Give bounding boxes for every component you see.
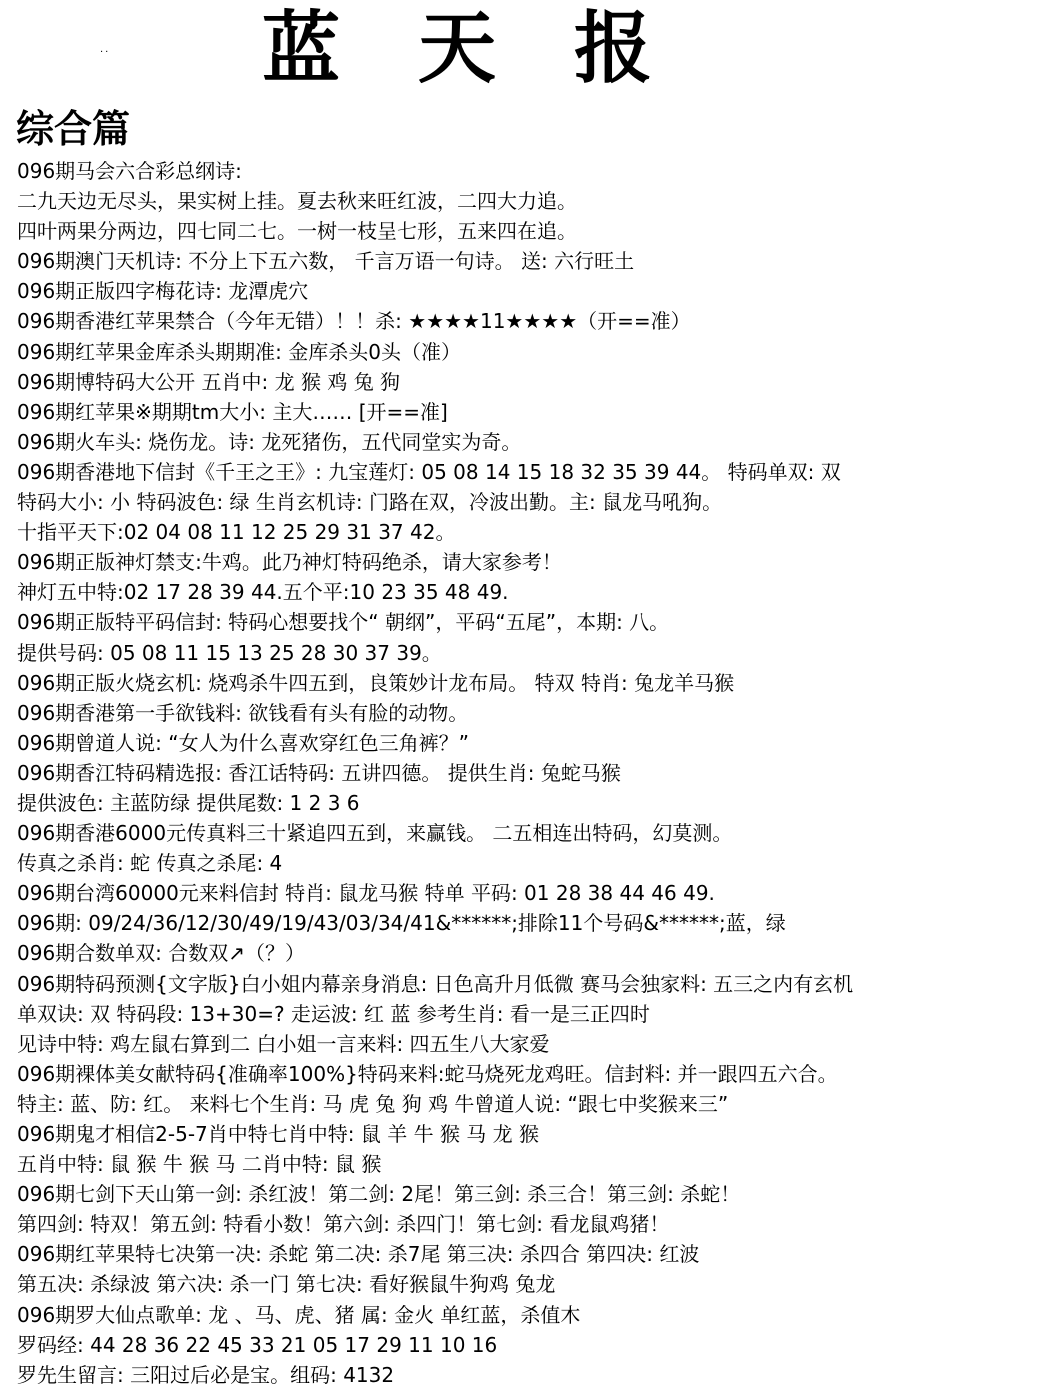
content-line: 096期正版神灯禁支:牛鸡。此乃神灯特码绝杀，请大家参考！ — [17, 550, 562, 575]
content-line: 096期红苹果※期期tm大小: 主大…… [开==准] — [17, 399, 448, 424]
content-line: 096期正版四字梅花诗: 龙潭虎穴 — [17, 279, 309, 304]
content-line: 神灯五中特:02 17 28 39 44.五个平:10 23 35 48 49. — [17, 580, 509, 605]
content-line: 罗先生留言: 三阳过后必是宝。组码: 4132 — [17, 1362, 395, 1387]
content-line: 096期火车头: 烧伤龙。诗: 龙死猪伤，五代同堂实为奇。 — [17, 429, 522, 454]
content-line: 096期香港第一手欲钱料: 欲钱看有头有脸的动物。 — [17, 700, 469, 725]
content-line: 传真之杀肖: 蛇 传真之杀尾: 4 — [17, 851, 283, 876]
content-line: 096期: 09/24/36/12/30/49/19/43/03/34/41&******;排除11个号码&******;蓝，绿 — [17, 911, 786, 936]
content-line: 096期红苹果金库杀头期期准: 金库杀头0头（准） — [17, 339, 461, 364]
content-line: 提供号码: 05 08 11 15 13 25 28 30 37 39。 — [17, 640, 442, 665]
content-line: 第四剑: 特双！第五剑: 特看小数！第六剑: 杀四门！第七剑: 看龙鼠鸡猪！ — [17, 1212, 670, 1237]
content-line: 096期合数单双: 合数双↗（？） — [17, 941, 306, 966]
content-line: 单双诀: 双 特码段: 13+30=? 走运波: 红 蓝 参考生肖: 看一是三正四时 — [17, 1001, 650, 1026]
content-line: 096期七剑下天山第一剑: 杀红波！第二剑: 2尾！第三剑: 杀三合！第三剑: 杀蛇！ — [17, 1182, 741, 1207]
content-line: 罗码经: 44 28 36 22 45 33 21 05 17 29 11 10 16 — [17, 1332, 498, 1357]
content-line: 096期香港地下信封《千王之王》: 九宝莲灯: 05 08 14 15 18 32 35 39 44。 特码单双: 双 — [17, 459, 841, 484]
content-line: 096期澳门天机诗: 不分上下五六数， 千言万语一句诗。 送: 六行旺土 — [17, 249, 635, 274]
content-line: 096期鬼才相信2-5-7肖中特七肖中特: 鼠 羊 牛 猴 马 龙 猴 — [17, 1122, 540, 1146]
content-line: 096期博特码大公开 五肖中: 龙 猴 鸡 兔 狗 — [17, 369, 401, 394]
content-line: 二九天边无尽头，果实树上挂。夏去秋来旺红波，二四大力追。 — [17, 189, 577, 214]
content-line: 特主: 蓝、防: 红。 来料七个生肖: 马 虎 兔 狗 鸡 牛曾道人说: “跟七中奖猴来三” — [17, 1091, 729, 1116]
content-line: 十指平天下:02 04 08 11 12 25 29 31 37 42。 — [17, 520, 456, 545]
content-line: 096期裸体美女献特码{准确率100%}特码来料:蛇马烧死龙鸡旺。信封料: 并一跟四五六合。 — [17, 1061, 838, 1086]
content-line: 096期香港红苹果禁合（今年无错）！！杀: ★★★★11★★★★（开==准） — [17, 309, 691, 334]
content-line: 096期罗大仙点歌单: 龙 、马、虎、猪 属: 金火 单红蓝，杀值木 — [17, 1302, 581, 1327]
content-line: 提供波色: 主蓝防绿 提供尾数: 1 2 3 6 — [17, 790, 360, 815]
content-line: 四叶两果分两边，四七同二七。一树一枝呈七形，五来四在追。 — [17, 219, 577, 244]
content-line: 096期红苹果特七决第一决: 杀蛇 第二决: 杀7尾 第三决: 杀四合 第四决: 红波 — [17, 1242, 700, 1267]
content-line: 特码大小: 小 特码波色: 绿 生肖玄机诗: 门路在双，冷波出勤。主: 鼠龙马吼狗。 — [17, 490, 723, 515]
decorative-dots: .. — [100, 44, 111, 55]
content-line: 096期香港6000元传真料三十紧追四五到，来赢钱。 二五相连出特码，幻莫测。 — [17, 821, 733, 846]
content-line: 096期正版特平码信封: 特码心想要找个“ 朝纲”，平码“五尾”，本期: 八。 — [17, 610, 670, 635]
content-line: 096期香江特码精选报: 香江话特码: 五讲四德。 提供生肖: 兔蛇马猴 — [17, 760, 621, 785]
content-line: 五肖中特: 鼠 猴 牛 猴 马 二肖中特: 鼠 猴 — [17, 1152, 382, 1177]
content-line: 096期马会六合彩总纲诗: — [17, 159, 242, 183]
content-line: 见诗中特: 鸡左鼠右算到二 白小姐一言来料: 四五生八大家爱 — [17, 1031, 550, 1056]
section-title: 综合篇 — [16, 106, 131, 151]
content-line: 096期正版火烧玄机: 烧鸡杀牛四五到，良策妙计龙布局。 特双 特肖: 兔龙羊马猴 — [17, 670, 735, 695]
content-line: 第五决: 杀绿波 第六决: 杀一门 第七决: 看好猴鼠牛狗鸡 兔龙 — [17, 1272, 556, 1297]
content-line: 096期曾道人说: “女人为什么喜欢穿红色三角裤？” — [17, 730, 469, 755]
content-line: 096期特码预测{文字版}白小姐内幕亲身消息: 日色高升月低微 赛马会独家料: 五三之内有玄机 — [17, 971, 854, 996]
masthead — [0, 4, 1051, 96]
page-title: 蓝天报 — [262, 3, 731, 94]
content-line: 096期台湾60000元来料信封 特肖: 鼠龙马猴 特单 平码: 01 28 38 44 46 49. — [17, 881, 715, 906]
content-lines — [17, 156, 1047, 1390]
